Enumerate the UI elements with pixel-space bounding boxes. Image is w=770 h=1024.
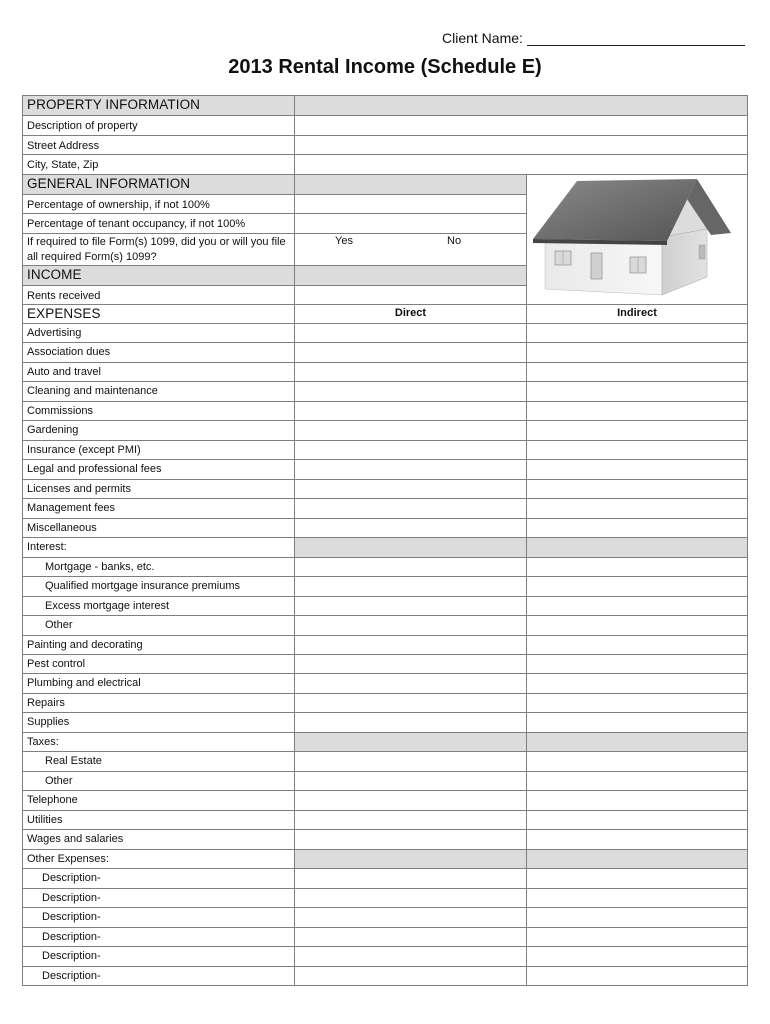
- indirect-pest-control-input[interactable]: [526, 654, 748, 674]
- row-label-description: [22, 927, 295, 947]
- row-label-painting-and-decorating: [22, 635, 295, 655]
- section-heading: PROPERTY INFORMATION: [27, 97, 201, 112]
- column-header-label: Direct: [394, 307, 427, 319]
- expense-label: Association dues: [27, 346, 111, 359]
- direct-miscellaneous-input[interactable]: [294, 518, 527, 538]
- no-option[interactable]: No: [447, 234, 462, 247]
- field-label: If required to file Form(s) 1099, did you or will you file all required Form(s) 1099?: [27, 235, 286, 263]
- indirect-description-input[interactable]: [526, 868, 748, 888]
- expense-label: Description-: [42, 891, 101, 904]
- general-information-heading-fill: [294, 174, 527, 195]
- row-label-street-address: [22, 135, 295, 156]
- row-label-supplies: [22, 712, 295, 732]
- direct-description-input[interactable]: [294, 868, 527, 888]
- expense-label: Legal and professional fees: [27, 463, 162, 476]
- form-1099-yes-no[interactable]: [294, 233, 527, 266]
- row-label-percentage-of-tenant-occupancy-if-not-100: [22, 213, 295, 234]
- expense-label: Real Estate: [45, 755, 102, 768]
- expense-label: Description-: [42, 872, 101, 885]
- direct-mortgage-banks-etc-input[interactable]: [294, 557, 527, 577]
- row-label-cleaning-and-maintenance: [22, 381, 295, 401]
- indirect-advertising-input[interactable]: [526, 323, 748, 343]
- expense-label: Licenses and permits: [27, 482, 131, 495]
- expense-label: Wages and salaries: [27, 833, 124, 846]
- expense-label: Pest control: [27, 658, 86, 670]
- indirect-plumbing-and-electrical-input[interactable]: [526, 673, 748, 693]
- property-information-heading: [22, 95, 295, 116]
- indirect-other-expenses-input: [526, 849, 748, 869]
- direct-description-input[interactable]: [294, 907, 527, 927]
- direct-real-estate-input[interactable]: [294, 751, 527, 771]
- row-label-other: [22, 615, 295, 635]
- indirect-utilities-input[interactable]: [526, 810, 748, 830]
- row-label-advertising: [22, 323, 295, 343]
- income-heading: [22, 265, 295, 286]
- indirect-insurance-except-pmi-input[interactable]: [526, 440, 748, 460]
- direct-auto-and-travel-input[interactable]: [294, 362, 527, 382]
- direct-other-input[interactable]: [294, 615, 527, 635]
- row-label-other: [22, 771, 295, 791]
- direct-excess-mortgage-interest-input[interactable]: [294, 596, 527, 616]
- direct-cleaning-and-maintenance-input[interactable]: [294, 381, 527, 401]
- row-label-management-fees: [22, 498, 295, 518]
- direct-insurance-except-pmi-input[interactable]: [294, 440, 527, 460]
- indirect-auto-and-travel-input[interactable]: [526, 362, 748, 382]
- indirect-telephone-input[interactable]: [526, 790, 748, 810]
- form-1099-question: [22, 233, 295, 266]
- indirect-licenses-and-permits-input[interactable]: [526, 479, 748, 499]
- direct-qualified-mortgage-insurance-premiums-input[interactable]: [294, 576, 527, 596]
- indirect-other-input[interactable]: [526, 771, 748, 791]
- indirect-cleaning-and-maintenance-input[interactable]: [526, 381, 748, 401]
- expense-label: Supplies: [27, 716, 70, 729]
- expense-label: Utilities: [27, 813, 63, 826]
- direct-painting-and-decorating-input[interactable]: [294, 635, 527, 655]
- expense-label: Miscellaneous: [27, 521, 97, 534]
- direct-repairs-input[interactable]: [294, 693, 527, 713]
- direct-association-dues-input[interactable]: [294, 342, 527, 362]
- input-rents-received[interactable]: [294, 285, 527, 306]
- section-heading: INCOME: [27, 266, 82, 282]
- row-label-licenses-and-permits: [22, 479, 295, 499]
- direct-management-fees-input[interactable]: [294, 498, 527, 518]
- indirect-commissions-input[interactable]: [526, 401, 748, 421]
- indirect-taxes-input: [526, 732, 748, 752]
- field-label: City, State, Zip: [27, 159, 99, 171]
- direct-gardening-input[interactable]: [294, 420, 527, 440]
- direct-commissions-input[interactable]: [294, 401, 527, 421]
- column-header-direct: [294, 304, 527, 324]
- field-label: Description of property: [27, 120, 138, 132]
- yes-option[interactable]: Yes: [335, 234, 353, 247]
- row-label-description: [22, 946, 295, 966]
- direct-description-input[interactable]: [294, 966, 527, 986]
- indirect-association-dues-input[interactable]: [526, 342, 748, 362]
- expense-label: Interest:: [27, 541, 67, 554]
- expense-label: Mortgage - banks, etc.: [45, 560, 155, 573]
- section-heading: GENERAL INFORMATION: [27, 175, 191, 191]
- row-label-interest: [22, 537, 295, 557]
- row-label-telephone: [22, 790, 295, 810]
- property-information-heading-fill: [294, 95, 748, 116]
- row-label-miscellaneous: [22, 518, 295, 538]
- expense-label: Cleaning and maintenance: [27, 385, 158, 398]
- indirect-description-input[interactable]: [526, 888, 748, 908]
- indirect-description-input[interactable]: [526, 946, 748, 966]
- direct-description-input[interactable]: [294, 927, 527, 947]
- row-label-auto-and-travel: [22, 362, 295, 382]
- row-label-other-expenses: [22, 849, 295, 869]
- row-label-plumbing-and-electrical: [22, 673, 295, 693]
- row-label-utilities: [22, 810, 295, 830]
- row-label-gardening: [22, 420, 295, 440]
- row-label-description: [22, 907, 295, 927]
- indirect-painting-and-decorating-input[interactable]: [526, 635, 748, 655]
- section-heading: EXPENSES: [27, 306, 101, 321]
- row-label-commissions: [22, 401, 295, 421]
- indirect-other-input[interactable]: [526, 615, 748, 635]
- row-label-description: [22, 888, 295, 908]
- row-label-repairs: [22, 693, 295, 713]
- input-description-of-property[interactable]: [294, 115, 748, 136]
- expense-label: Description-: [42, 950, 101, 963]
- expense-label: Advertising: [27, 327, 82, 339]
- direct-plumbing-and-electrical-input[interactable]: [294, 673, 527, 693]
- schedule-e-form: [22, 95, 747, 985]
- field-label: Percentage of tenant occupancy, if not 100%: [27, 218, 246, 230]
- row-label-pest-control: [22, 654, 295, 674]
- expense-label: Management fees: [27, 502, 116, 515]
- row-label-excess-mortgage-interest: [22, 596, 295, 616]
- direct-telephone-input[interactable]: [294, 790, 527, 810]
- expense-label: Other Expenses:: [27, 852, 109, 865]
- row-label-legal-and-professional-fees: [22, 459, 295, 479]
- direct-wages-and-salaries-input[interactable]: [294, 829, 527, 849]
- expense-label: Commissions: [27, 404, 94, 417]
- indirect-interest-input: [526, 537, 748, 557]
- expenses-heading: [22, 304, 295, 324]
- indirect-repairs-input[interactable]: [526, 693, 748, 713]
- expense-label: Description-: [42, 969, 101, 982]
- input-street-address[interactable]: [294, 135, 748, 156]
- expense-label: Other: [45, 774, 73, 787]
- row-label-description: [22, 868, 295, 888]
- indirect-description-input[interactable]: [526, 927, 748, 947]
- direct-other-input[interactable]: [294, 771, 527, 791]
- expense-label: Painting and decorating: [27, 638, 143, 651]
- row-label-taxes: [22, 732, 295, 752]
- expense-label: Auto and travel: [27, 365, 101, 378]
- expense-label: Other: [45, 619, 73, 632]
- expense-label: Plumbing and electrical: [27, 677, 141, 690]
- client-name-line[interactable]: [527, 31, 745, 46]
- expense-label: Telephone: [27, 794, 78, 807]
- row-label-real-estate: [22, 751, 295, 771]
- direct-legal-and-professional-fees-input[interactable]: [294, 459, 527, 479]
- indirect-description-input[interactable]: [526, 966, 748, 986]
- row-label-description-of-property: [22, 115, 295, 136]
- row-label-rents-received: [22, 285, 295, 306]
- income-heading-fill: [294, 265, 527, 286]
- indirect-mortgage-banks-etc-input[interactable]: [526, 557, 748, 577]
- indirect-description-input[interactable]: [526, 907, 748, 927]
- indirect-excess-mortgage-interest-input[interactable]: [526, 596, 748, 616]
- expense-label: Gardening: [27, 424, 79, 437]
- house-image-cell: [526, 174, 748, 306]
- expense-label: Taxes:: [27, 735, 59, 748]
- row-label-insurance-except-pmi: [22, 440, 295, 460]
- page-title: 2013 Rental Income (Schedule E): [228, 56, 542, 78]
- indirect-miscellaneous-input[interactable]: [526, 518, 748, 538]
- indirect-qualified-mortgage-insurance-premiums-input[interactable]: [526, 576, 748, 596]
- direct-interest-input: [294, 537, 527, 557]
- field-label: Rents received: [27, 289, 101, 302]
- indirect-supplies-input[interactable]: [526, 712, 748, 732]
- row-label-wages-and-salaries: [22, 829, 295, 849]
- general-information-heading: [22, 174, 295, 195]
- client-name-label: Client Name:: [442, 30, 523, 46]
- input-city-state-zip[interactable]: [294, 154, 748, 175]
- field-label: Percentage of ownership, if not 100%: [27, 198, 210, 211]
- direct-pest-control-input[interactable]: [294, 654, 527, 674]
- row-label-qualified-mortgage-insurance-premiums: [22, 576, 295, 596]
- column-header-label: Indirect: [617, 307, 657, 319]
- direct-description-input[interactable]: [294, 888, 527, 908]
- direct-licenses-and-permits-input[interactable]: [294, 479, 527, 499]
- direct-utilities-input[interactable]: [294, 810, 527, 830]
- indirect-legal-and-professional-fees-input[interactable]: [526, 459, 748, 479]
- indirect-gardening-input[interactable]: [526, 420, 748, 440]
- expense-label: Qualified mortgage insurance premiums: [45, 580, 241, 593]
- indirect-real-estate-input[interactable]: [526, 751, 748, 771]
- column-header-indirect: [526, 304, 748, 324]
- indirect-management-fees-input[interactable]: [526, 498, 748, 518]
- expense-label: Repairs: [27, 696, 65, 709]
- direct-advertising-input[interactable]: [294, 323, 527, 343]
- input-percentage-of-ownership-if-not-100[interactable]: [294, 194, 527, 215]
- client-name-field[interactable]: [442, 30, 745, 46]
- row-label-percentage-of-ownership-if-not-100: [22, 194, 295, 215]
- expense-label: Description-: [42, 930, 101, 943]
- expense-label: Description-: [42, 911, 101, 924]
- direct-taxes-input: [294, 732, 527, 752]
- field-label: Street Address: [27, 139, 100, 152]
- expense-label: Excess mortgage interest: [45, 599, 170, 612]
- row-label-association-dues: [22, 342, 295, 362]
- expense-label: Insurance (except PMI): [27, 443, 141, 456]
- row-label-city-state-zip: [22, 154, 295, 175]
- indirect-wages-and-salaries-input[interactable]: [526, 829, 748, 849]
- input-percentage-of-tenant-occupancy-if-not-100[interactable]: [294, 213, 527, 234]
- direct-supplies-input[interactable]: [294, 712, 527, 732]
- row-label-description: [22, 966, 295, 986]
- direct-description-input[interactable]: [294, 946, 527, 966]
- row-label-mortgage-banks-etc: [22, 557, 295, 577]
- direct-other-expenses-input: [294, 849, 527, 869]
